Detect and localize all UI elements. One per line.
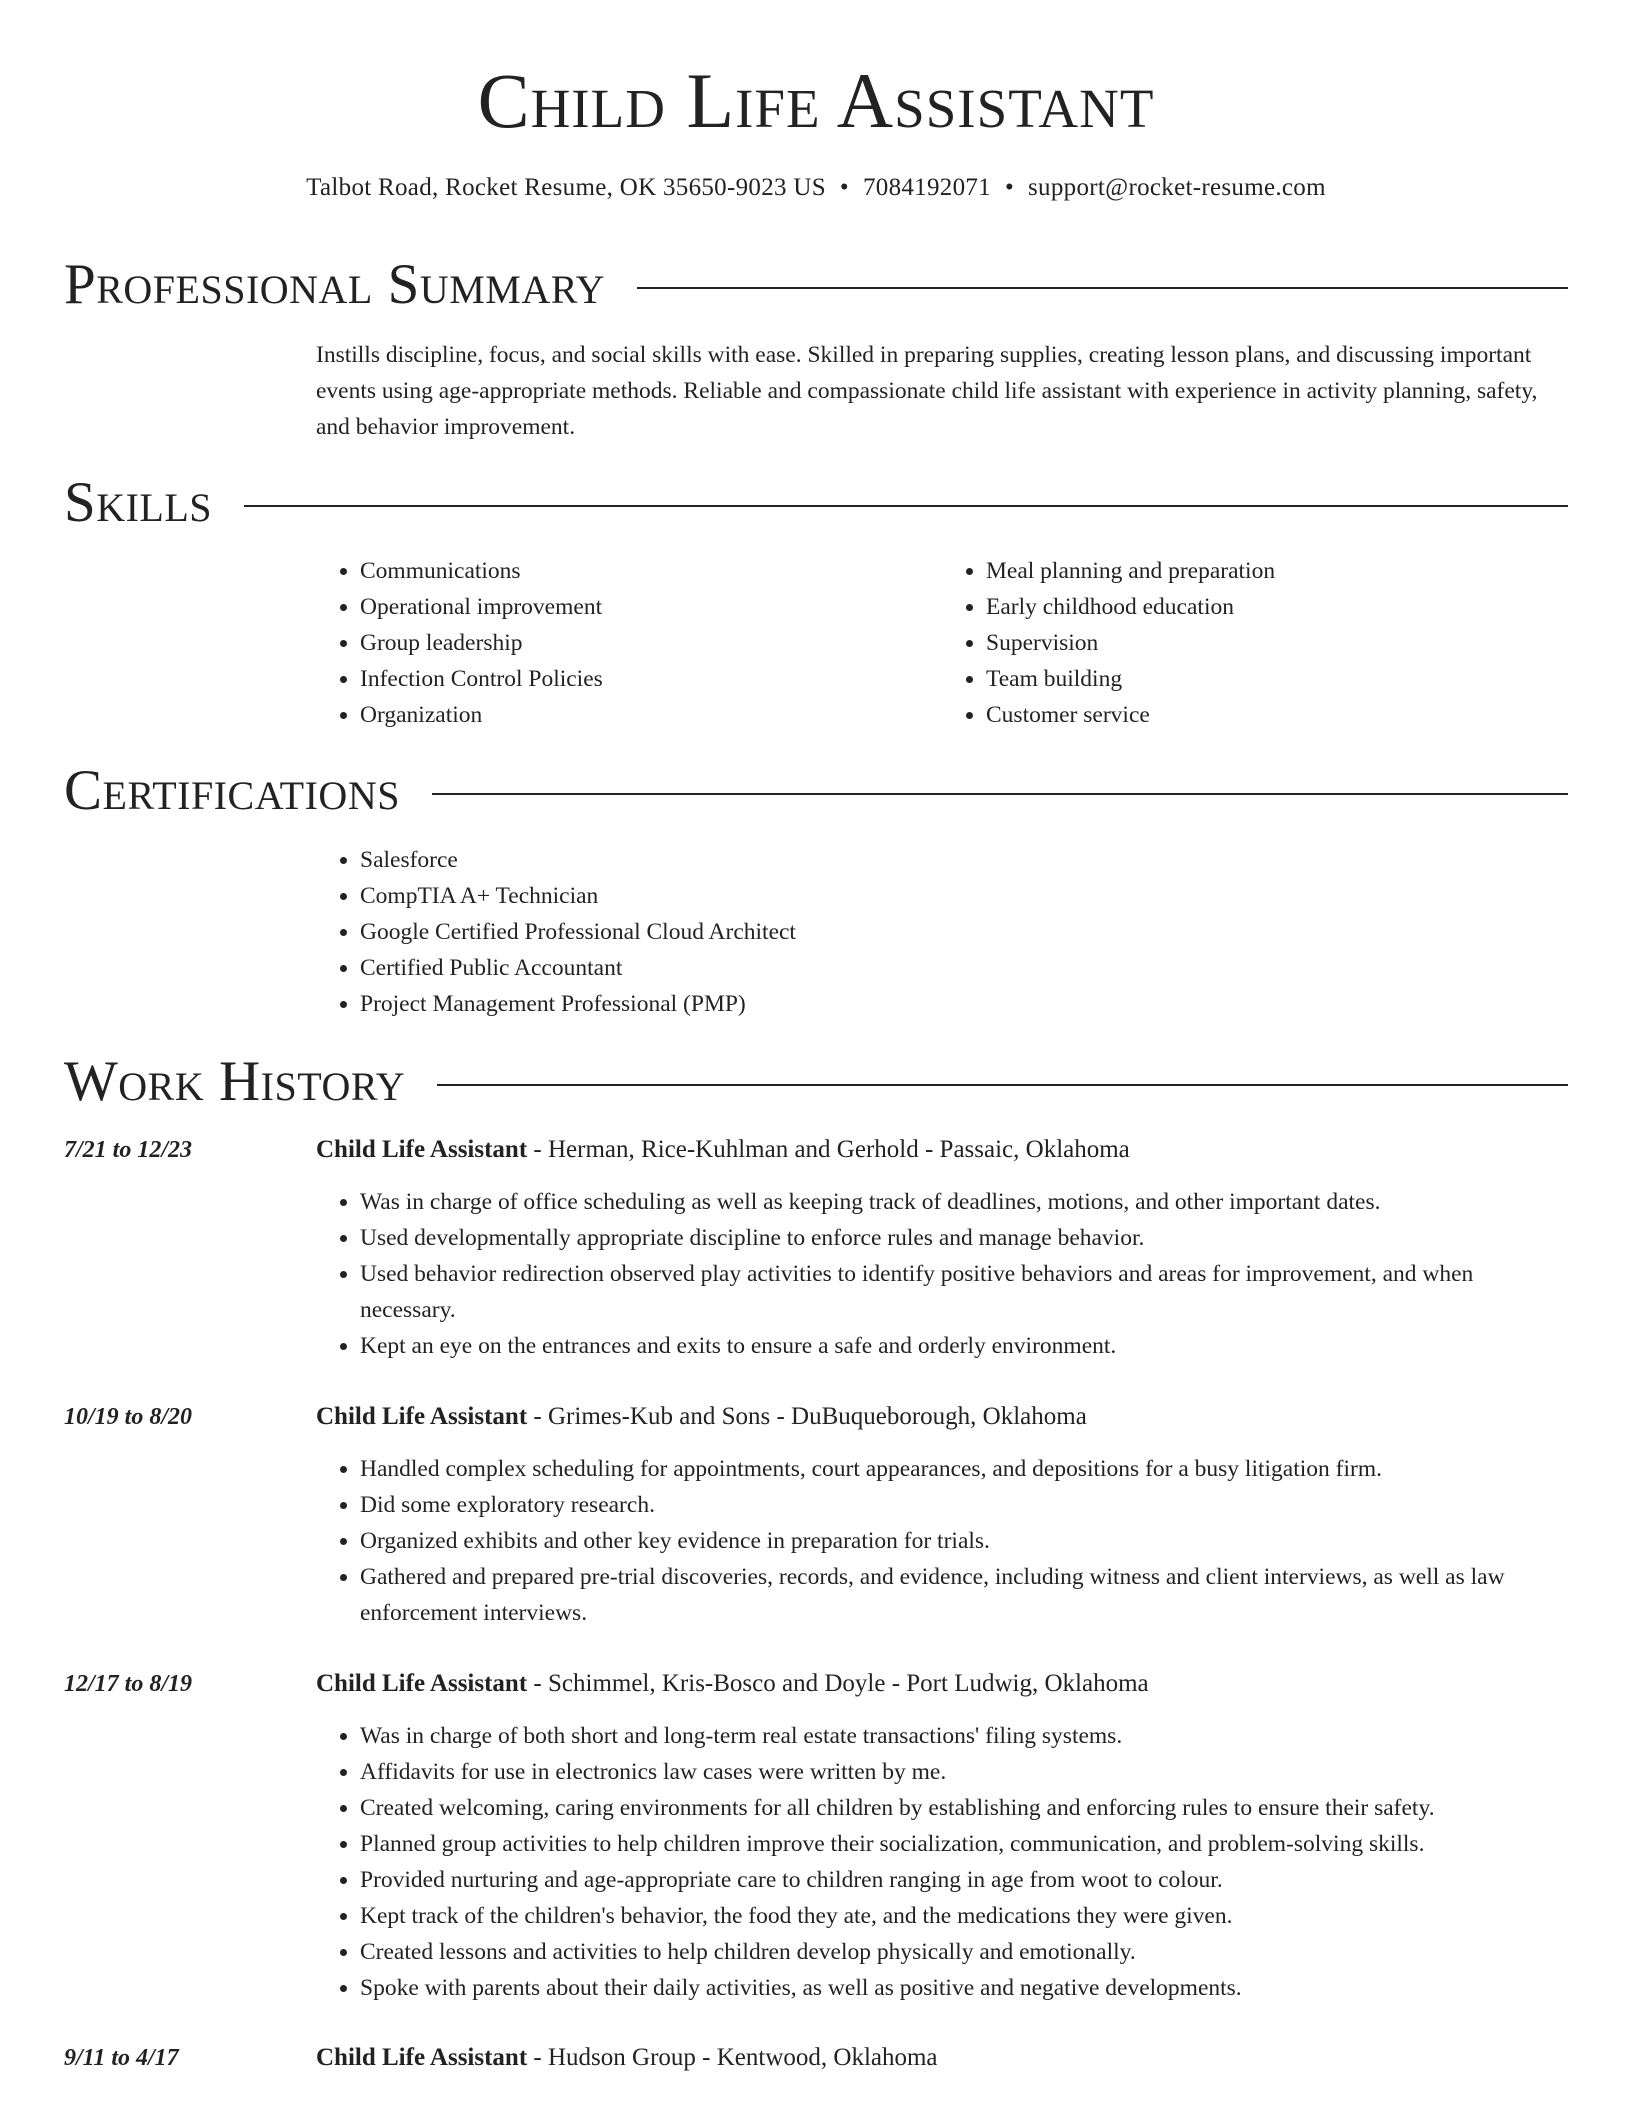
- job-bullet: • Created lessons and activities to help children develop physically and emotionally.: [360, 1934, 1568, 1970]
- certification-item: • Salesforce: [360, 842, 1568, 878]
- job-heading: [316, 2040, 938, 2076]
- separator-dot: •: [1004, 174, 1015, 201]
- job-bullet: • Organized exhibits and other key evidence in preparation for trials.: [360, 1523, 1568, 1559]
- job-bullets: [316, 1718, 1568, 2006]
- certification-item: • Google Certified Professional Cloud Architect: [360, 914, 1568, 950]
- job-dates: 7/21 to 12/23: [64, 1137, 193, 1163]
- resume-page: [64, 0, 1568, 2071]
- certification-item: • Certified Public Accountant: [360, 950, 1568, 986]
- skill-item: • Operational improvement: [360, 589, 942, 625]
- skills-list-left: [316, 553, 942, 733]
- skill-item: • Supervision: [986, 625, 1568, 661]
- email: support@rocket-resume.com: [1028, 174, 1326, 201]
- job-bullet: • Did some exploratory research.: [360, 1487, 1568, 1523]
- skill-item: • Customer service: [986, 697, 1568, 733]
- job-bullet: • Kept an eye on the entrances and exits to ensure a safe and orderly environment.: [360, 1328, 1568, 1364]
- job-employer-location: - Herman, Rice-Kuhlman and Gerhold - Passaic, Oklahoma: [527, 1136, 1130, 1163]
- section-divider: [244, 505, 1568, 507]
- certifications-list: [316, 842, 1568, 1022]
- job-role: Child Life Assistant: [316, 2044, 528, 2071]
- job-bullet: • Planned group activities to help children improve their socialization, communication, and problem-solving skills.: [360, 1826, 1568, 1862]
- skill-item: • Group leadership: [360, 625, 942, 661]
- contact-line: [64, 174, 1568, 202]
- skill-item: • Team building: [986, 661, 1568, 697]
- job-bullet: • Spoke with parents about their daily activities, as well as positive and negative developments.: [360, 1970, 1568, 2006]
- job-heading: [316, 1399, 1087, 1435]
- section-title: Certifications: [64, 759, 400, 822]
- job-bullet: • Kept track of the children's behavior, the food they ate, and the medications they were given.: [360, 1898, 1568, 1934]
- certification-item: • CompTIA A+ Technician: [360, 878, 1568, 914]
- summary-text: Instills discipline, focus, and social skills with ease. Skilled in preparing supplies, creating lesson plans, and discussing important events using age-appropriate methods. Reliable and compassionate child life assistant with experience in activity planning, safety, and behavior improvement.: [316, 342, 1538, 440]
- job-employer-location: - Hudson Group - Kentwood, Oklahoma: [527, 2044, 938, 2071]
- job-bullet: • Used behavior redirection observed play activities to identify positive behaviors and areas for improvement, and when necessary.: [360, 1256, 1568, 1328]
- job-bullet: • Was in charge of office scheduling as well as keeping track of deadlines, motions, and other important dates.: [360, 1184, 1568, 1220]
- section-divider: [432, 793, 1568, 795]
- skill-item: • Infection Control Policies: [360, 661, 942, 697]
- job-bullet: • Handled complex scheduling for appointments, court appearances, and depositions for a busy litigation firm.: [360, 1451, 1568, 1487]
- job-employer-location: - Schimmel, Kris-Bosco and Doyle - Port Ludwig, Oklahoma: [527, 1670, 1149, 1697]
- job-bullets: [316, 1184, 1568, 1364]
- summary-section-heading: [64, 253, 1568, 316]
- job-bullets: [316, 1451, 1568, 1631]
- job-employer-location: - Grimes-Kub and Sons - DuBuqueborough, Oklahoma: [527, 1403, 1087, 1430]
- section-divider: [637, 287, 1568, 289]
- candidate-name: Child Life Assistant: [477, 57, 1155, 144]
- skills-section-heading: [64, 471, 1568, 534]
- job-dates: 12/17 to 8/19: [64, 1671, 193, 1697]
- job-heading: [316, 1132, 1130, 1168]
- job-dates: 10/19 to 8/20: [64, 1404, 193, 1430]
- certification-item: • Project Management Professional (PMP): [360, 986, 1568, 1022]
- skill-item: • Organization: [360, 697, 942, 733]
- certifications-body: [316, 842, 1568, 1022]
- job-role: Child Life Assistant: [316, 1136, 528, 1163]
- skill-item: • Meal planning and preparation: [986, 553, 1568, 589]
- address: Talbot Road, Rocket Resume, OK 35650-9023 US: [306, 174, 826, 201]
- section-title: Skills: [64, 471, 213, 534]
- job-bullet: • Affidavits for use in electronics law cases were written by me.: [360, 1754, 1568, 1790]
- phone: 7084192071: [862, 174, 991, 201]
- job-bullet: • Provided nurturing and age-appropriate care to children ranging in age from woot to colour.: [360, 1862, 1568, 1898]
- job-bullet: • Used developmentally appropriate discipline to enforce rules and manage behavior.: [360, 1220, 1568, 1256]
- job-heading: [316, 1666, 1149, 1702]
- skill-item: • Communications: [360, 553, 942, 589]
- job-role: Child Life Assistant: [316, 1403, 528, 1430]
- section-title: Work History: [64, 1050, 406, 1113]
- skills-grid: [316, 553, 1568, 733]
- summary-body: [316, 337, 1568, 445]
- skills-body: [316, 553, 1568, 733]
- work-history-section-heading: [64, 1050, 1568, 1113]
- certifications-section-heading: [64, 759, 1568, 822]
- section-divider: [437, 1084, 1568, 1086]
- separator-dot: •: [839, 174, 849, 201]
- skills-list-right: [942, 553, 1568, 733]
- job-role: Child Life Assistant: [316, 1670, 528, 1697]
- job-bullet: • Gathered and prepared pre-trial discoveries, records, and evidence, including witness and client interviews, as well as law enforcement interviews.: [360, 1559, 1568, 1631]
- section-title: Professional Summary: [64, 253, 606, 316]
- job-dates: 9/11 to 4/17: [64, 2045, 179, 2071]
- skill-item: • Early childhood education: [986, 589, 1568, 625]
- job-bullet: • Created welcoming, caring environments for all children by establishing and enforcing rules to ensure their safety.: [360, 1790, 1568, 1826]
- job-bullet: • Was in charge of both short and long-term real estate transactions' filing systems.: [360, 1718, 1568, 1754]
